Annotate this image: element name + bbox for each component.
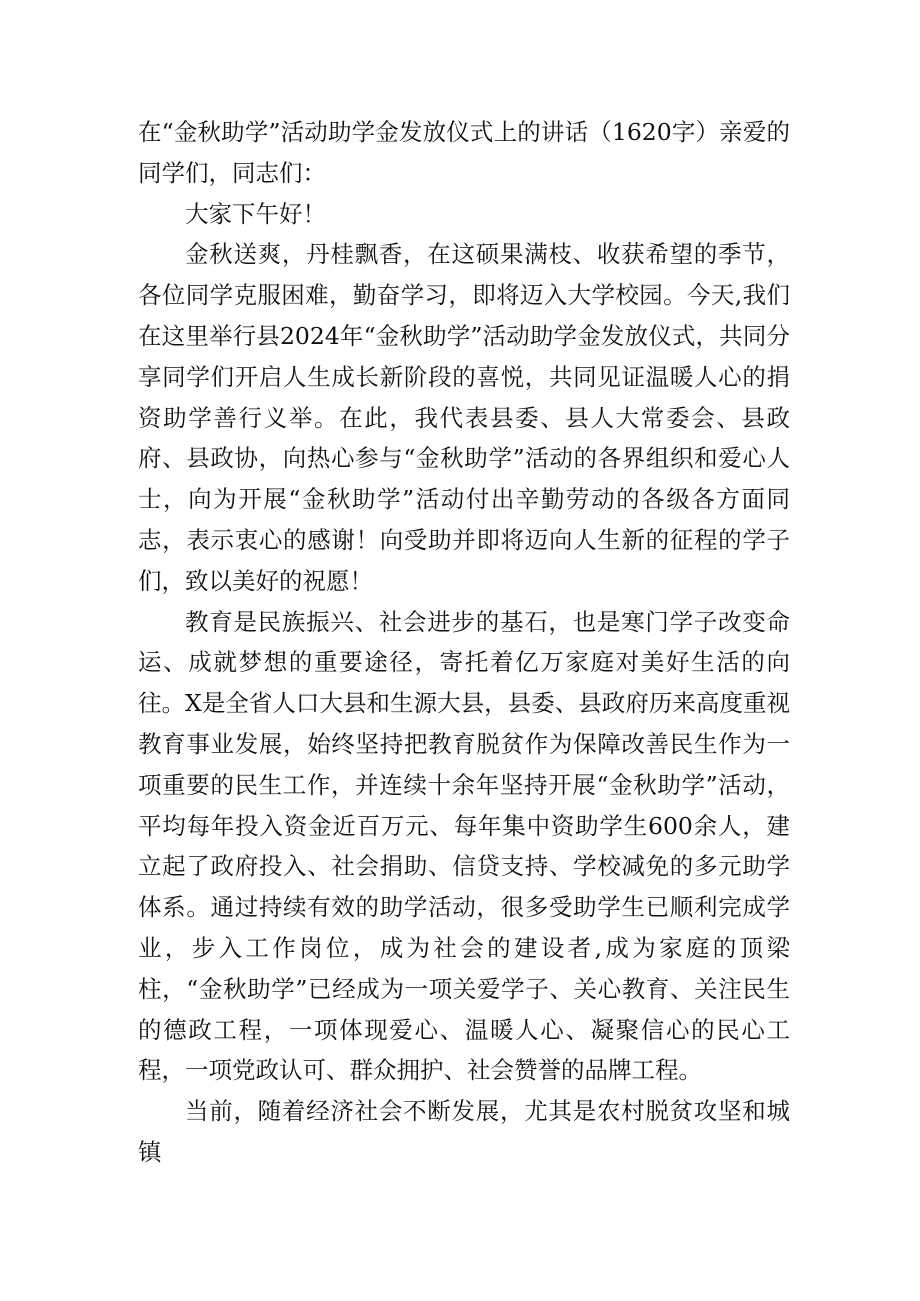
- paragraph-current: 当前，随着经济社会不断发展，尤其是农村脱贫攻坚和城镇: [138, 1097, 790, 1166]
- speech-title: 在“金秋助学”活动助学金发放仪式上的讲话（1620字）亲爱的同学们，同志们：: [138, 118, 790, 187]
- paragraph-opening: 金秋送爽，丹桂飘香，在这硕果满枝、收获希望的季节，各位同学克服困难，勤奋学习，即将迈入大学校园。今天,我们在这里举行县2024年“金秋助学”活动助学金发放仪式，共同分享同学们开启人生成长新阶段的喜悦，共同见证温暖人心的捐资助学善行义举。在此，我代表县委、县人大常委会、县政府、县政协，向热心参与“金秋助学”活动的各界组织和爱心人士，向为开展“金秋助学”活动付出辛勤劳动的各级各方面同志，表示衷心的感谢！向受助并即将迈向人生新的征程的学子们，致以美好的祝愿！: [138, 240, 790, 595]
- greeting-paragraph: 大家下午好！: [185, 199, 326, 228]
- speech-text: [138, 112, 790, 1173]
- paragraph-education: 教育是民族振兴、社会进步的基石，也是寒门学子改变命运、成就梦想的重要途径，寄托着亿万家庭对美好生活的向往。X是全省人口大县和生源大县，县委、县政府历来高度重视教育事业发展，始终坚持把教育脱贫作为保障改善民生作为一项重要的民生工作，并连续十余年坚持开展“金秋助学”活动，平均每年投入资金近百万元、每年集中资助学生600余人，建立起了政府投入、社会捐助、信贷支持、学校减免的多元助学体系。通过持续有效的助学活动，很多受助学生已顺利完成学业，步入工作岗位，成为社会的建设者,成为家庭的顶梁柱，“金秋助学”已经成为一项关爱学子、关心教育、关注民生的德政工程，一项体现爱心、温暖人心、凝聚信心的民心工程，一项党政认可、群众拥护、社会赞誉的品牌工程。: [138, 607, 790, 1085]
